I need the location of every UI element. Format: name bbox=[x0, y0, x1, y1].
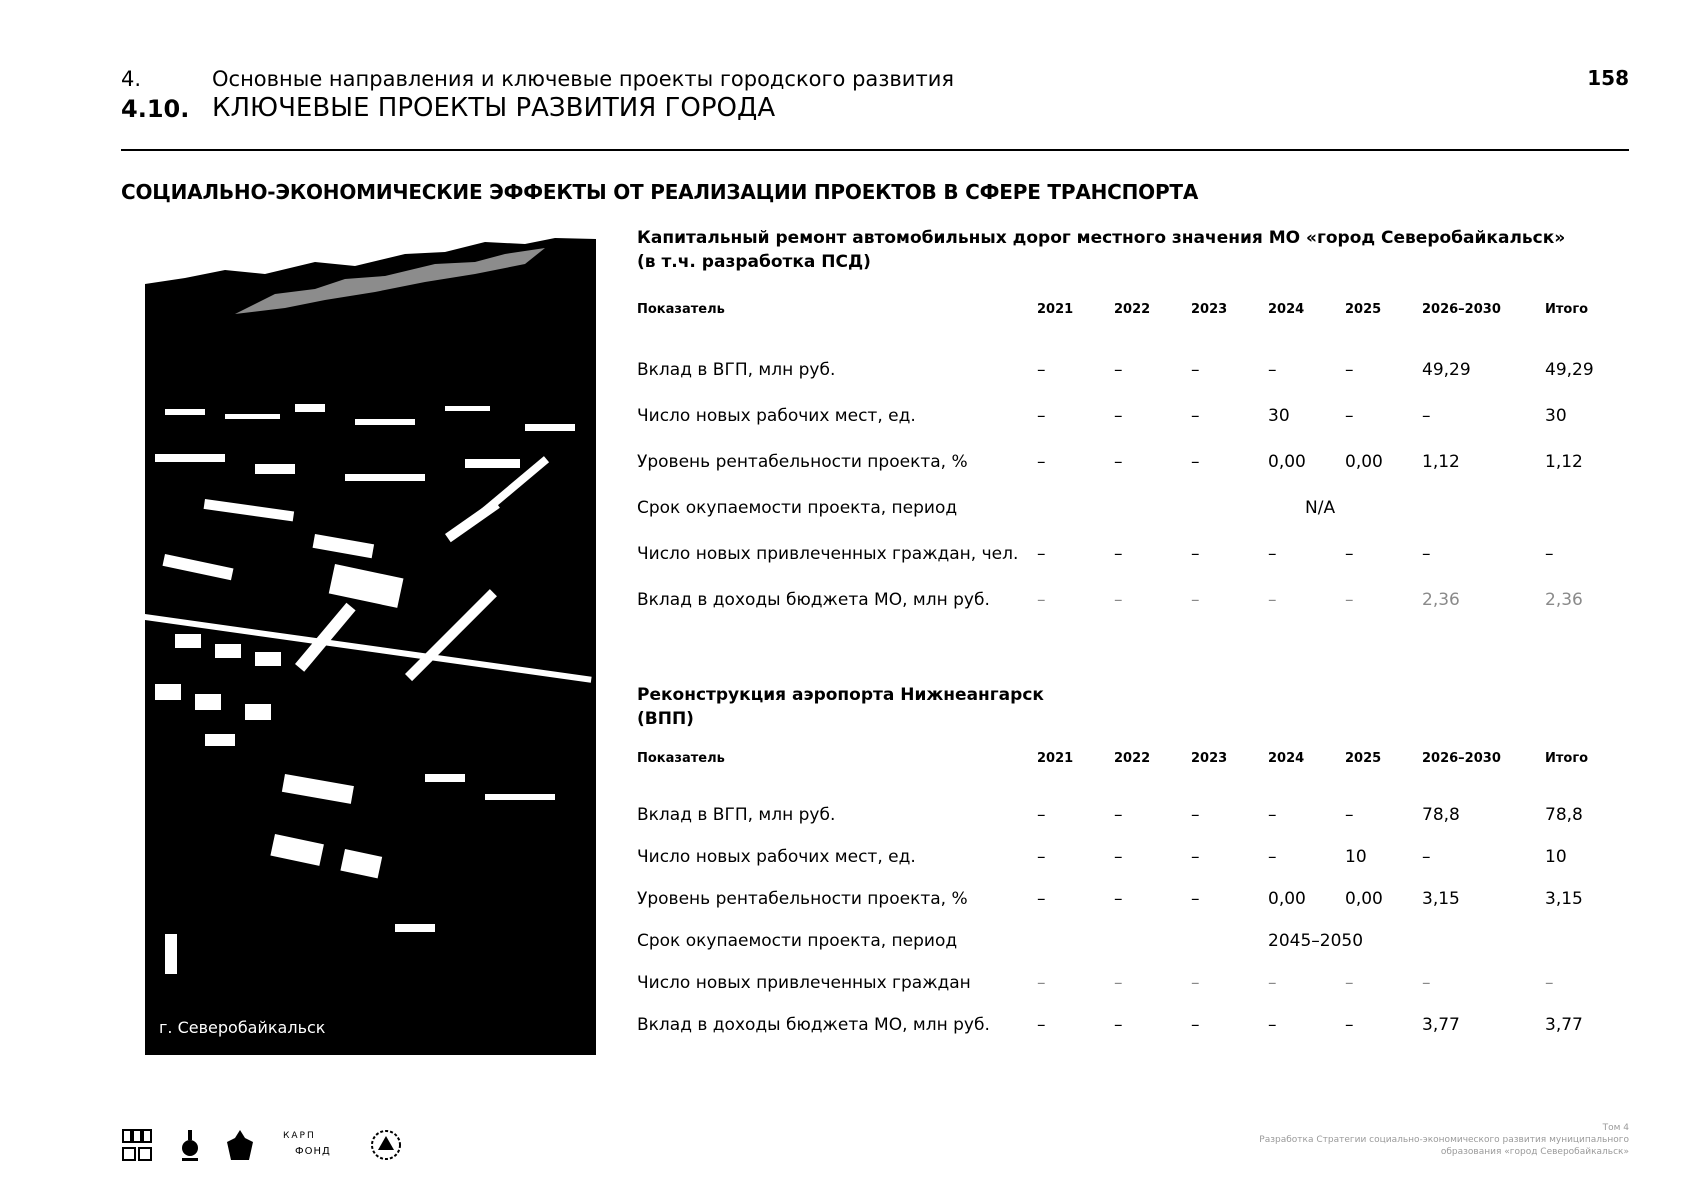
table-cell: – bbox=[1191, 805, 1200, 825]
page-number: 158 bbox=[1587, 66, 1629, 90]
table-cell: – bbox=[1037, 847, 1046, 867]
table-row bbox=[0, 847, 1697, 871]
table-cell: 3,15 bbox=[1422, 889, 1460, 909]
dom-rf-logo bbox=[121, 1128, 153, 1166]
table-title-line: (в т.ч. разработка ПСД) bbox=[637, 252, 871, 272]
column-header: 2022 bbox=[1114, 751, 1151, 766]
footer-note-line: Том 4 bbox=[1602, 1123, 1629, 1133]
table-row bbox=[0, 406, 1697, 430]
table-header-row bbox=[0, 751, 1697, 775]
table-cell: 0,00 bbox=[1345, 452, 1383, 472]
column-header: Итого bbox=[1545, 302, 1589, 317]
row-label: Срок окупаемости проекта, период bbox=[637, 498, 958, 518]
table-cell: – bbox=[1268, 973, 1277, 993]
table-cell: 49,29 bbox=[1545, 360, 1594, 380]
table-title bbox=[637, 226, 1565, 274]
table-cell: 1,12 bbox=[1545, 452, 1583, 472]
table-cell: – bbox=[1345, 406, 1354, 426]
table-row bbox=[0, 1015, 1697, 1039]
table-row bbox=[0, 544, 1697, 568]
table-cell: – bbox=[1191, 889, 1200, 909]
table-cell: – bbox=[1191, 1015, 1200, 1035]
table-row bbox=[0, 805, 1697, 829]
table-cell: – bbox=[1422, 847, 1431, 867]
section-title: КЛЮЧЕВЫЕ ПРОЕКТЫ РАЗВИТИЯ ГОРОДА bbox=[212, 93, 776, 123]
table-cell: – bbox=[1191, 406, 1200, 426]
column-header: 2023 bbox=[1191, 302, 1228, 317]
column-header: 2021 bbox=[1037, 302, 1074, 317]
table-cell: – bbox=[1268, 1015, 1277, 1035]
table-cell: 10 bbox=[1545, 847, 1567, 867]
table-cell: 0,00 bbox=[1268, 889, 1306, 909]
table-cell: – bbox=[1037, 544, 1046, 564]
column-header: 2021 bbox=[1037, 751, 1074, 766]
chapter-title: Основные направления и ключевые проекты городского развития bbox=[212, 67, 954, 91]
photo-caption: г. Северобайкальск bbox=[159, 1018, 326, 1037]
table-cell: 3,77 bbox=[1545, 1015, 1583, 1035]
column-header: Показатель bbox=[637, 751, 725, 766]
table-cell: 0,00 bbox=[1268, 452, 1306, 472]
table-cell: – bbox=[1345, 1015, 1354, 1035]
row-label: Число новых привлеченных граждан, чел. bbox=[637, 544, 1019, 564]
row-label: Вклад в доходы бюджета МО, млн руб. bbox=[637, 590, 990, 610]
row-label: Уровень рентабельности проекта, % bbox=[637, 452, 968, 472]
merged-value: 2045–2050 bbox=[1268, 931, 1364, 951]
row-label: Число новых рабочих мест, ед. bbox=[637, 406, 916, 426]
footer-note bbox=[1209, 1122, 1629, 1158]
table-cell: – bbox=[1114, 889, 1123, 909]
table-cell: 10 bbox=[1345, 847, 1367, 867]
table-cell: – bbox=[1422, 406, 1431, 426]
table-cell: – bbox=[1268, 590, 1277, 610]
table-cell: – bbox=[1114, 360, 1123, 380]
table-cell: – bbox=[1345, 360, 1354, 380]
table-cell: – bbox=[1114, 973, 1123, 993]
table-cell: 2,36 bbox=[1545, 590, 1583, 610]
table-row bbox=[0, 931, 1697, 955]
row-label: Число новых рабочих мест, ед. bbox=[637, 847, 916, 867]
table-cell: – bbox=[1545, 544, 1554, 564]
table-cell: – bbox=[1345, 973, 1354, 993]
table-row bbox=[0, 498, 1697, 522]
table-row bbox=[0, 452, 1697, 476]
karp-fond-logo bbox=[281, 1126, 337, 1164]
table-header-row bbox=[0, 302, 1697, 326]
column-header: 2023 bbox=[1191, 751, 1228, 766]
table-cell: – bbox=[1114, 1015, 1123, 1035]
table-row bbox=[0, 360, 1697, 384]
row-label: Вклад в доходы бюджета МО, млн руб. bbox=[637, 1015, 990, 1035]
column-header: 2022 bbox=[1114, 302, 1151, 317]
column-header: 2025 bbox=[1345, 302, 1382, 317]
header-divider bbox=[121, 149, 1629, 151]
table-cell: – bbox=[1191, 590, 1200, 610]
table-cell: – bbox=[1191, 360, 1200, 380]
table-cell: – bbox=[1037, 590, 1046, 610]
table-title-line: (ВПП) bbox=[637, 709, 694, 729]
table-cell: – bbox=[1037, 805, 1046, 825]
emblem-1-icon bbox=[179, 1128, 201, 1166]
table-cell: – bbox=[1345, 544, 1354, 564]
table-cell: – bbox=[1037, 889, 1046, 909]
table-cell: – bbox=[1037, 360, 1046, 380]
table-cell: 49,29 bbox=[1422, 360, 1471, 380]
row-label: Срок окупаемости проекта, период bbox=[637, 931, 958, 951]
table-cell: – bbox=[1268, 544, 1277, 564]
merged-value: N/A bbox=[1305, 498, 1336, 518]
table-title bbox=[637, 683, 1044, 731]
table-cell: 30 bbox=[1545, 406, 1567, 426]
table-cell: – bbox=[1037, 452, 1046, 472]
column-header: 2025 bbox=[1345, 751, 1382, 766]
table-cell: – bbox=[1037, 973, 1046, 993]
table-title-line: Реконструкция аэропорта Нижнеангарск bbox=[637, 685, 1044, 705]
row-label: Уровень рентабельности проекта, % bbox=[637, 889, 968, 909]
emblem-2-icon bbox=[225, 1128, 255, 1166]
table-cell: – bbox=[1114, 452, 1123, 472]
table-cell: – bbox=[1422, 544, 1431, 564]
page-heading: СОЦИАЛЬНО-ЭКОНОМИЧЕСКИЕ ЭФФЕКТЫ ОТ РЕАЛИЗАЦИИ ПРОЕКТОВ В СФЕРЕ ТРАНСПОРТА bbox=[121, 180, 1199, 204]
table-cell: 0,00 bbox=[1345, 889, 1383, 909]
svg-text:КАРП: КАРП bbox=[283, 1131, 316, 1141]
table-cell: – bbox=[1268, 847, 1277, 867]
column-header: Итого bbox=[1545, 751, 1589, 766]
table-cell: 30 bbox=[1268, 406, 1290, 426]
table-cell: – bbox=[1345, 805, 1354, 825]
footer-note-line: Разработка Стратегии социально-экономического развития муниципального bbox=[1259, 1135, 1629, 1145]
column-header: 2026–2030 bbox=[1422, 751, 1501, 766]
row-label: Число новых привлеченных граждан bbox=[637, 973, 971, 993]
emblem-3-icon bbox=[369, 1128, 403, 1166]
table-cell: – bbox=[1268, 805, 1277, 825]
table-cell: – bbox=[1191, 973, 1200, 993]
table-cell: – bbox=[1114, 805, 1123, 825]
column-header: Показатель bbox=[637, 302, 725, 317]
table-row bbox=[0, 973, 1697, 997]
column-header: 2024 bbox=[1268, 302, 1305, 317]
table-cell: 78,8 bbox=[1545, 805, 1583, 825]
table-cell: – bbox=[1545, 973, 1554, 993]
table-row bbox=[0, 590, 1697, 614]
table-cell: – bbox=[1114, 590, 1123, 610]
table-cell: 3,15 bbox=[1545, 889, 1583, 909]
table-cell: – bbox=[1114, 406, 1123, 426]
row-label: Вклад в ВГП, млн руб. bbox=[637, 805, 836, 825]
column-header: 2024 bbox=[1268, 751, 1305, 766]
table-cell: – bbox=[1422, 973, 1431, 993]
table-cell: – bbox=[1037, 1015, 1046, 1035]
table-cell: – bbox=[1268, 360, 1277, 380]
table-cell: – bbox=[1345, 590, 1354, 610]
table-cell: 1,12 bbox=[1422, 452, 1460, 472]
table-cell: – bbox=[1191, 847, 1200, 867]
section-number: 4.10. bbox=[121, 95, 190, 123]
chapter-number: 4. bbox=[121, 67, 142, 91]
table-cell: – bbox=[1114, 847, 1123, 867]
table-title-line: Капитальный ремонт автомобильных дорог местного значения МО «город Северобайкальск» bbox=[637, 228, 1566, 248]
svg-text:ФОНД: ФОНД bbox=[295, 1146, 331, 1157]
table-cell: – bbox=[1191, 452, 1200, 472]
column-header: 2026–2030 bbox=[1422, 302, 1501, 317]
row-label: Вклад в ВГП, млн руб. bbox=[637, 360, 836, 380]
footer-note-line: образования «город Северобайкальск» bbox=[1440, 1147, 1629, 1157]
table-cell: 78,8 bbox=[1422, 805, 1460, 825]
table-row bbox=[0, 889, 1697, 913]
table-cell: 2,36 bbox=[1422, 590, 1460, 610]
table-cell: 3,77 bbox=[1422, 1015, 1460, 1035]
table-cell: – bbox=[1037, 406, 1046, 426]
table-cell: – bbox=[1114, 544, 1123, 564]
table-cell: – bbox=[1191, 544, 1200, 564]
